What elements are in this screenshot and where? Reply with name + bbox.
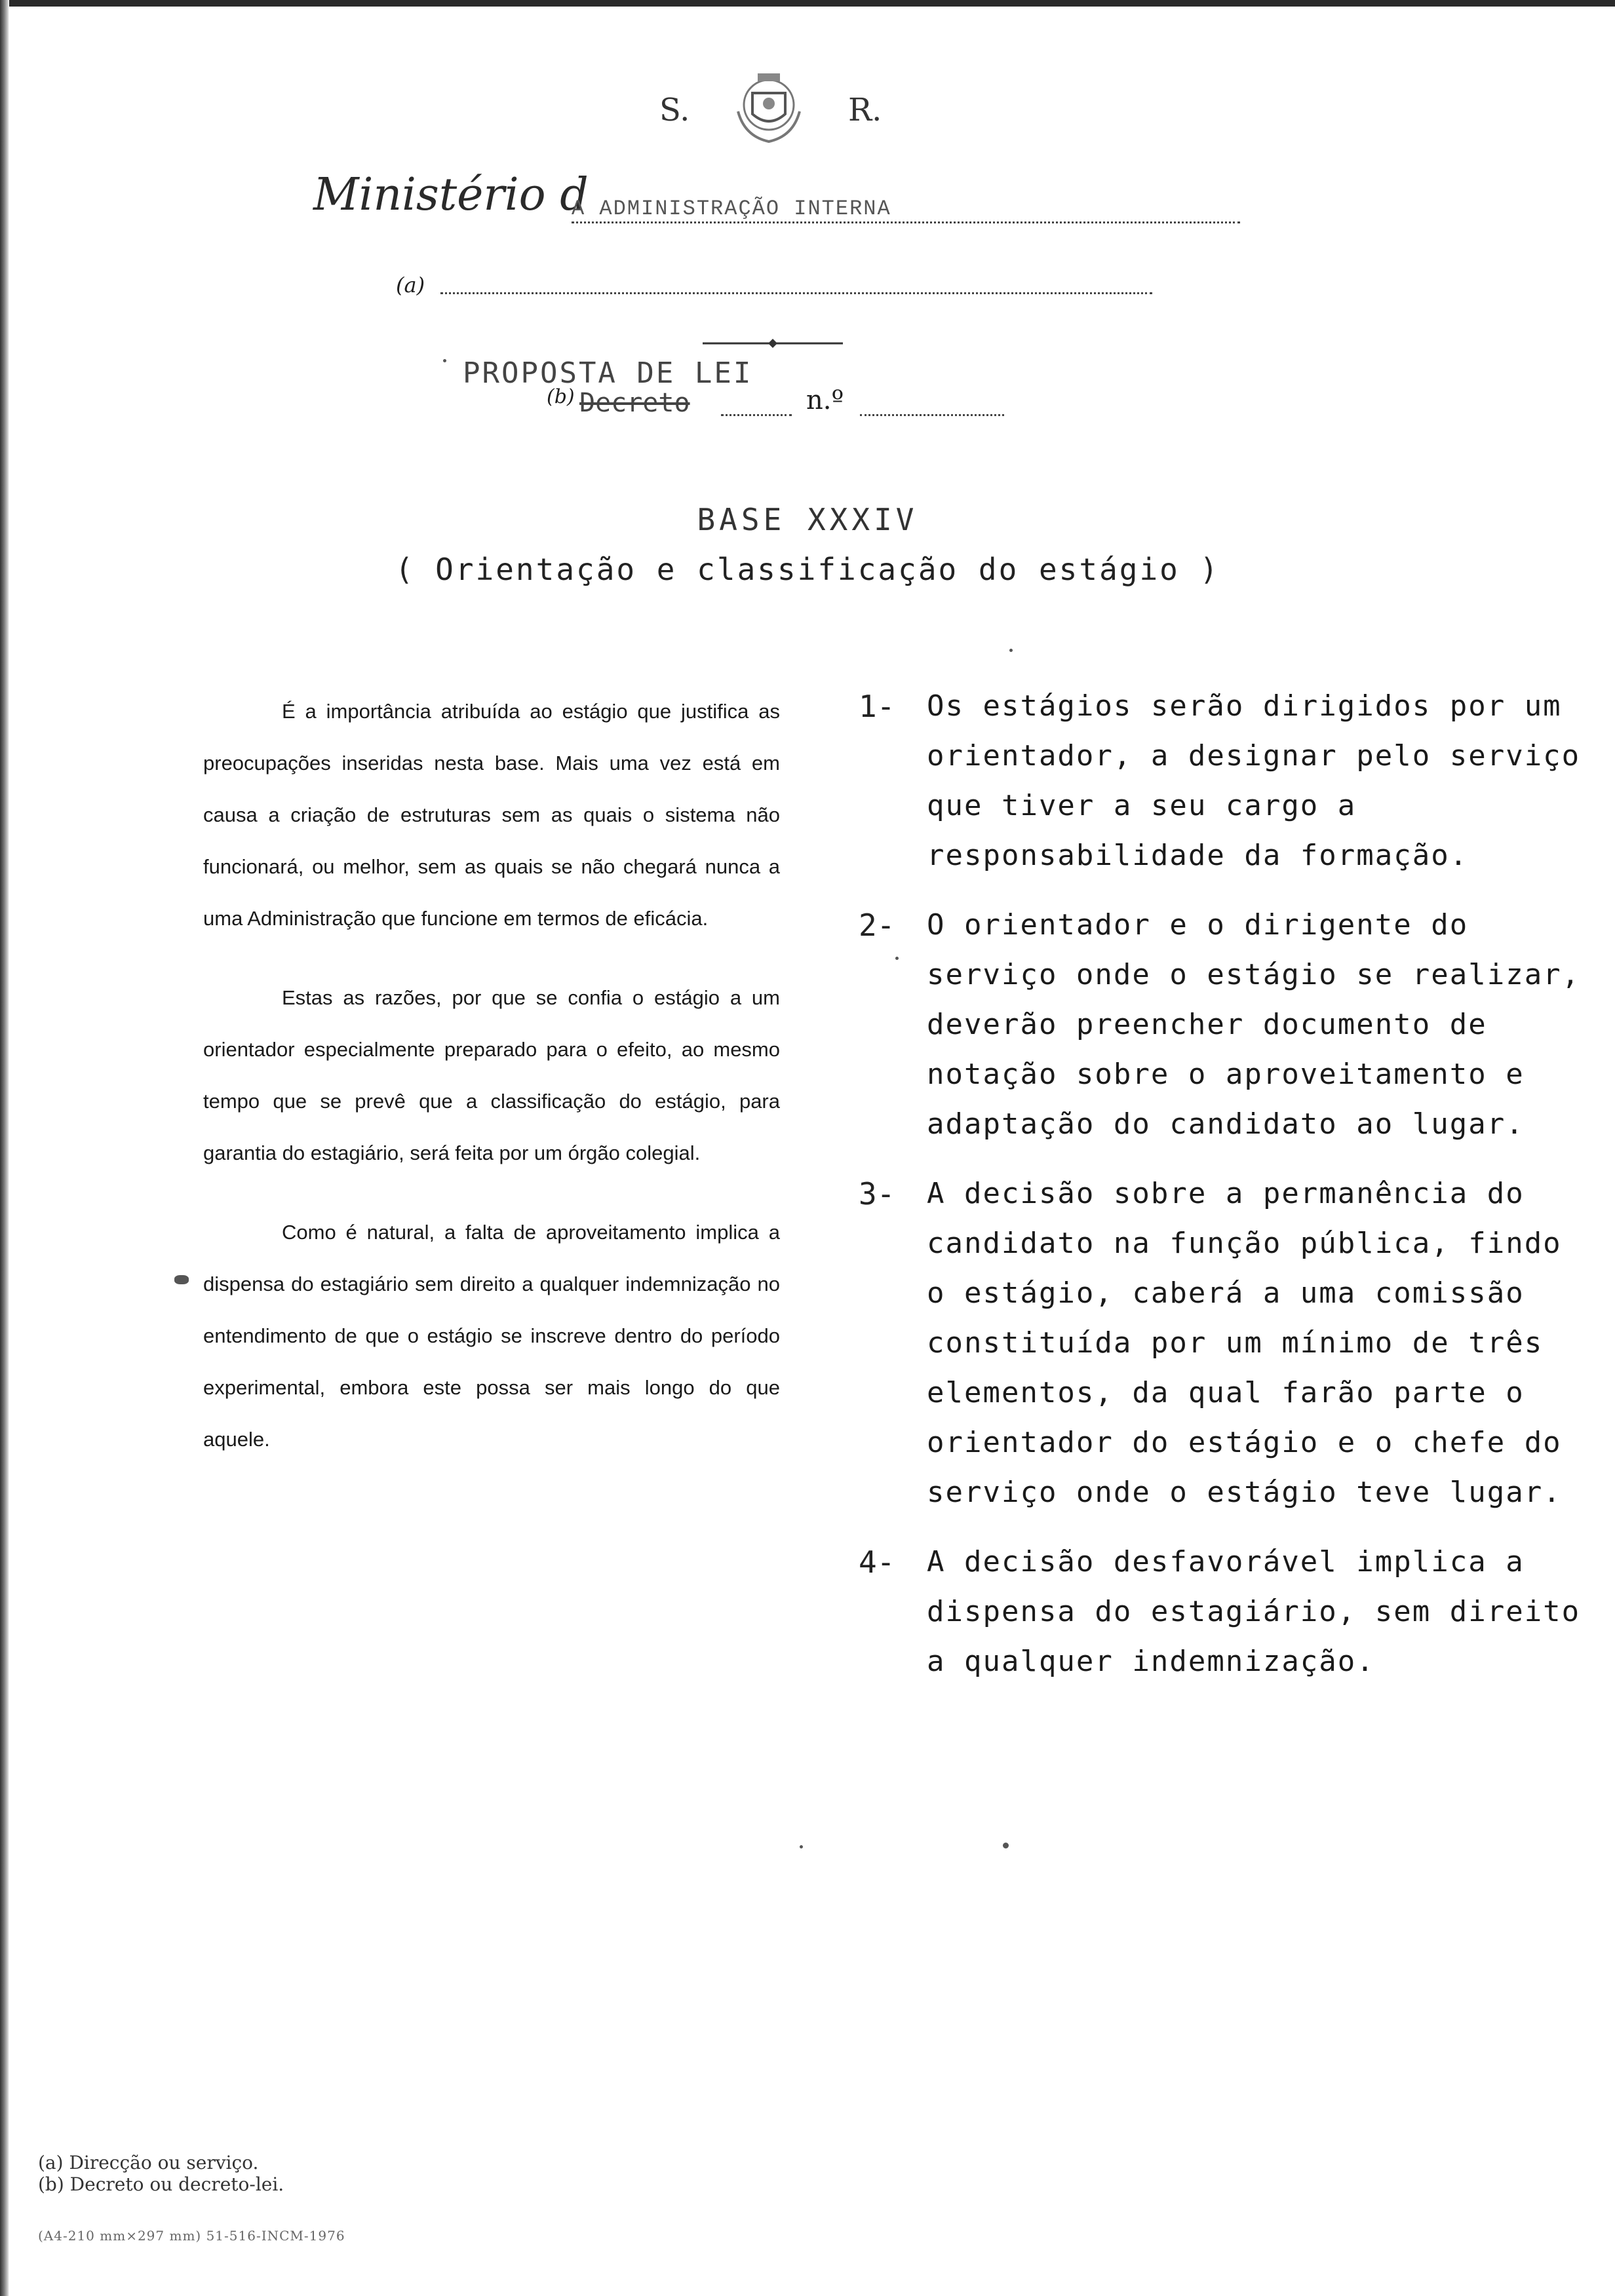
article-text: Os estágios serão dirigidos por um orientador, a designar pelo serviço que tiver a seu cargo a responsabilidade da formação.: [927, 689, 1581, 872]
articles-column: [859, 681, 1586, 1706]
field-b-mark: (b): [547, 385, 575, 408]
article-text: O orientador e o dirigente do serviço onde o estágio se realizar, deverão preencher documento de notação sobre o aproveitamento e adaptação do candidato ao lugar.: [927, 908, 1581, 1141]
emblem-left-letter: S.: [659, 92, 690, 128]
article-number: 2-: [859, 908, 895, 943]
justification-paragraph: É a importância atribuída ao estágio que justifica as preocupações inseridas nesta base. Mais uma vez está em causa a criação de estruturas sem as quais o sistema não funcionará, ou melhor, sem as quais se não chegará nunca a uma Administração que funcione em termos de eficácia.: [203, 700, 780, 930]
divider-ornament: [703, 337, 843, 350]
scan-left-edge: [0, 0, 9, 2296]
article-number: 3-: [859, 1176, 895, 1212]
article-item: [859, 681, 1586, 881]
print-code: (A4-210 mm×297 mm) 51-516-INCM-1976: [38, 2228, 345, 2244]
coat-of-arms-icon: [725, 66, 813, 151]
article-item: [859, 1169, 1586, 1518]
scan-speck: [174, 1275, 189, 1284]
proposal-title: PROPOSTA DE LEI: [463, 356, 753, 390]
scan-speck: [1003, 1843, 1009, 1848]
decree-word: Decreto: [579, 388, 690, 418]
ministry-value: A ADMINISTRAÇÃO INTERNA: [572, 197, 891, 221]
ministry-label: Ministério d: [313, 169, 589, 221]
article-item: [859, 900, 1586, 1149]
justification-column: [203, 685, 780, 1493]
article-number: 1-: [859, 689, 895, 724]
field-a-dotted-line: [440, 292, 1152, 294]
article-text: A decisão desfavorável implica a dispensa do estagiário, sem direito a qualquer indemnização.: [927, 1545, 1581, 1678]
scan-speck: [443, 359, 446, 362]
footnotes: [38, 2152, 284, 2195]
footnote-b: (b) Decreto ou decreto-lei.: [38, 2173, 284, 2195]
base-title: BASE XXXIV: [697, 502, 918, 537]
scan-speck: [800, 1845, 803, 1848]
article-number: 4-: [859, 1544, 895, 1580]
scan-top-edge: [0, 0, 1615, 7]
article-item: [859, 1537, 1586, 1687]
footnote-a: (a) Direcção ou serviço.: [38, 2152, 259, 2173]
field-a-mark: (a): [396, 273, 425, 297]
scan-speck: [1009, 649, 1013, 652]
article-text: A decisão sobre a permanência do candidato na função pública, findo o estágio, caberá a uma comissão constituída por um mínimo de três elementos, da qual farão parte o orientador do estágio e o chefe do serviço onde o estágio teve lugar.: [927, 1177, 1562, 1509]
emblem-right-letter: R.: [848, 92, 882, 128]
base-subtitle: ( Orientação e classificação do estágio ): [395, 552, 1220, 587]
number-dotted-line: [860, 414, 1004, 416]
number-label: n.º: [806, 385, 844, 415]
justification-paragraph: Estas as razões, por que se confia o estágio a um orientador especialmente preparado para o efeito, ao mesmo tempo que se prevê que a classificação do estágio, para garantia do estagiário, será feita por um órgão colegial.: [203, 986, 780, 1164]
ministry-dotted-line: [572, 221, 1240, 223]
decree-dotted-line: [721, 414, 792, 416]
justification-paragraph: Como é natural, a falta de aproveitamento implica a dispensa do estagiário sem direito a qualquer indemnização no entendimento de que o estágio se inscreve dentro do período experimental, embora este possa ser mais longo do que aquele.: [203, 1221, 780, 1451]
